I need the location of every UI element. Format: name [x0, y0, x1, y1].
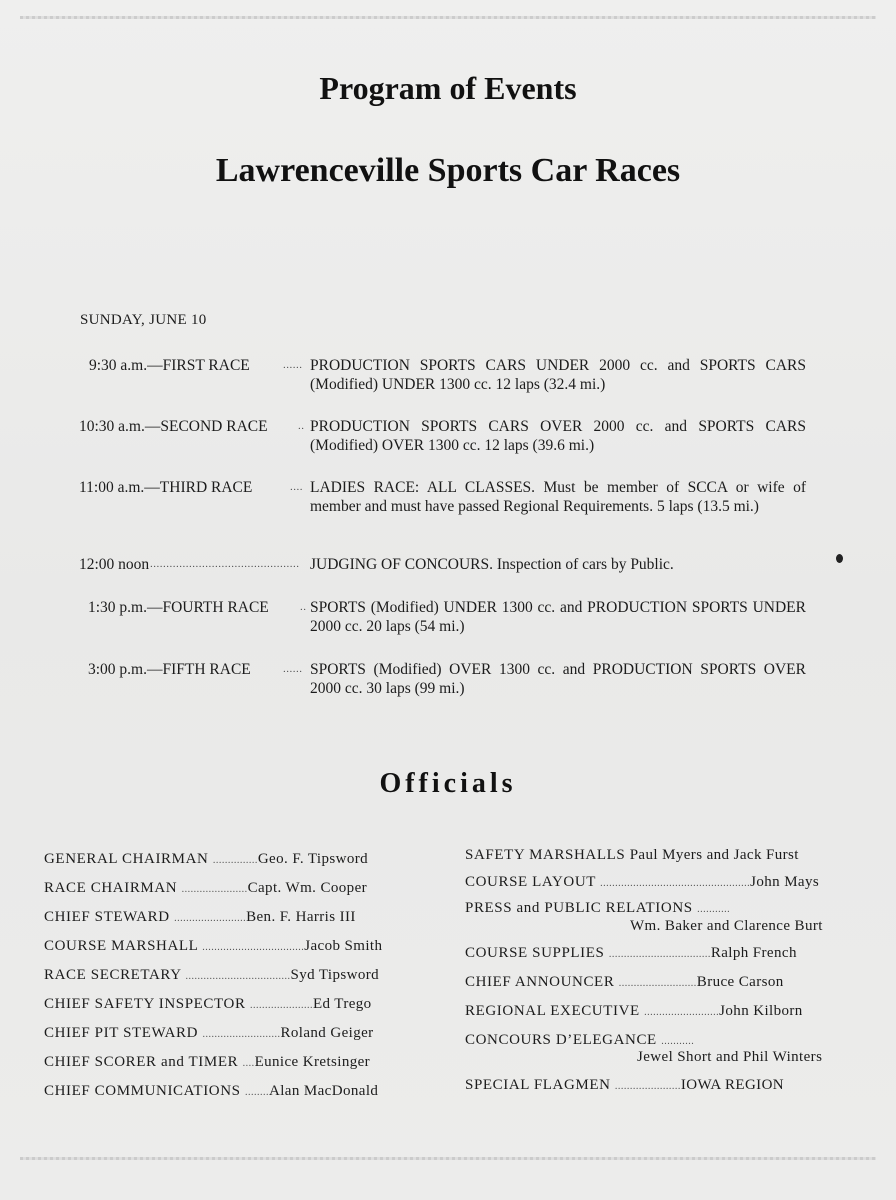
official-entry	[465, 973, 784, 993]
official-entry	[465, 846, 799, 866]
event-description: SPORTS (Modified) OVER 1300 cc. and PRODUCTION SPORTS OVER 2000 cc. 30 laps (99 mi.)	[310, 661, 806, 697]
official-entry	[465, 899, 730, 919]
official-name-wrapped: Jewel Short and Phil Winters	[637, 1049, 823, 1065]
official-role: RACE CHAIRMAN	[44, 880, 178, 896]
dot-leader: ..	[300, 601, 307, 613]
dot-leader: ....	[290, 481, 303, 493]
dot-leader: ..................................	[202, 942, 305, 953]
official-role: COURSE LAYOUT	[465, 874, 596, 890]
dot-leader: ..........................	[618, 978, 697, 989]
official-entry	[44, 966, 379, 986]
official-role: SAFETY MARSHALLS	[465, 847, 626, 863]
official-entry	[44, 879, 367, 899]
official-name: IOWA REGION	[680, 1077, 785, 1093]
event-description: LADIES RACE: ALL CLASSES. Must be member of SCCA or wife of member and must have passed Regional Requirements. 5 laps (13.5 mi.)	[310, 479, 806, 515]
official-role: COURSE SUPPLIES	[465, 945, 605, 961]
dot-leader: ........	[244, 1087, 269, 1098]
ink-spot	[836, 554, 843, 563]
official-name: Ed Trego	[312, 996, 372, 1012]
event-time-label: 3:00 p.m.—FIFTH RACE	[88, 661, 251, 678]
official-entry	[465, 944, 797, 964]
official-name: Syd Tipsword	[290, 967, 380, 983]
page-edge-bottom	[20, 1157, 876, 1160]
official-entry	[44, 995, 372, 1015]
official-role: GENERAL CHAIRMAN	[44, 851, 209, 867]
official-entry	[465, 873, 819, 893]
official-name: Eunice Kretsinger	[254, 1054, 371, 1070]
official-name: Paul Myers and Jack Furst	[629, 847, 799, 863]
event-description: PRODUCTION SPORTS CARS UNDER 2000 cc. and SPORTS CARS (Modified) UNDER 1300 cc. 12 laps (32.4 mi.)	[310, 357, 806, 393]
official-name-wrapped: Wm. Baker and Clarence Burt	[630, 918, 823, 934]
dot-leader: ..........................	[202, 1029, 281, 1040]
official-role: CHIEF ANNOUNCER	[465, 974, 615, 990]
official-entry	[44, 1053, 370, 1073]
official-role: CHIEF COMMUNICATIONS	[44, 1083, 241, 1099]
official-role: CONCOURS D’ELEGANCE	[465, 1032, 657, 1048]
page-subtitle: Lawrenceville Sports Car Races	[215, 152, 681, 189]
event-time-label: 10:30 a.m.—SECOND RACE	[79, 418, 268, 435]
official-name: John Mays	[750, 874, 820, 890]
official-role: CHIEF PIT STEWARD	[44, 1025, 199, 1041]
official-role: PRESS and PUBLIC RELATIONS	[465, 900, 693, 916]
official-role: CHIEF STEWARD	[44, 909, 170, 925]
official-name: Alan MacDonald	[268, 1083, 379, 1099]
official-role: SPECIAL FLAGMEN	[465, 1077, 611, 1093]
official-name: Roland Geiger	[280, 1025, 374, 1041]
official-role: RACE SECRETARY	[44, 967, 182, 983]
event-description: PRODUCTION SPORTS CARS OVER 2000 cc. and SPORTS CARS (Modified) OVER 1300 cc. 12 laps (39.6 mi.)	[310, 418, 806, 454]
official-name: Ben. F. Harris III	[246, 909, 356, 925]
official-entry	[44, 908, 356, 928]
dot-leader: ........................	[174, 913, 247, 924]
dot-leader: ...........	[697, 904, 731, 915]
event-description: JUDGING OF CONCOURS. Inspection of cars by Public.	[310, 556, 674, 573]
official-role: REGIONAL EXECUTIVE	[465, 1003, 640, 1019]
official-entry	[465, 1076, 784, 1096]
dot-leader: ......	[283, 359, 303, 371]
dot-leader: ...............	[212, 855, 258, 866]
page-title: Program of Events	[319, 70, 577, 106]
dot-leader: ......................	[181, 884, 248, 895]
official-name: John Kilborn	[719, 1003, 803, 1019]
event-time-label: 11:00 a.m.—THIRD RACE	[79, 479, 253, 496]
dot-leader: .........................	[644, 1007, 720, 1018]
official-role: CHIEF SAFETY INSPECTOR	[44, 996, 246, 1012]
event-time-label: 1:30 p.m.—FOURTH RACE	[88, 599, 269, 616]
official-name: Capt. Wm. Cooper	[247, 880, 368, 896]
event-time-label: 12:00 noon	[79, 556, 150, 573]
official-entry	[44, 1082, 378, 1102]
dot-leader: ..................................................	[600, 878, 751, 889]
official-entry	[465, 1002, 803, 1022]
dot-leader: ...........	[661, 1036, 695, 1047]
page-edge-top	[20, 16, 876, 19]
event-description: SPORTS (Modified) UNDER 1300 cc. and PRODUCTION SPORTS UNDER 2000 cc. 20 laps (54 mi.)	[310, 599, 806, 635]
officials-heading: Officials	[379, 768, 517, 799]
dot-leader: ....	[242, 1058, 255, 1069]
dot-leader: ..................................	[608, 949, 711, 960]
official-name: Ralph French	[710, 945, 797, 961]
official-name: Jacob Smith	[304, 938, 383, 954]
dot-leader: .....................	[249, 1000, 313, 1011]
official-role: COURSE MARSHALL	[44, 938, 198, 954]
event-time-label: 9:30 a.m.—FIRST RACE	[89, 357, 250, 374]
dot-leader: ......	[283, 663, 303, 675]
official-name: Bruce Carson	[696, 974, 784, 990]
dot-leader: ...................................	[185, 971, 291, 982]
dot-leader: ......................	[614, 1081, 681, 1092]
official-entry	[44, 937, 382, 957]
event-date: SUNDAY, JUNE 10	[80, 312, 207, 328]
dot-leader: ..	[298, 420, 305, 432]
official-entry	[44, 850, 368, 870]
dot-leader: ..............................................	[150, 558, 300, 570]
official-entry	[44, 1024, 374, 1044]
official-name: Geo. F. Tipsword	[257, 851, 369, 867]
official-role: CHIEF SCORER and TIMER	[44, 1054, 239, 1070]
